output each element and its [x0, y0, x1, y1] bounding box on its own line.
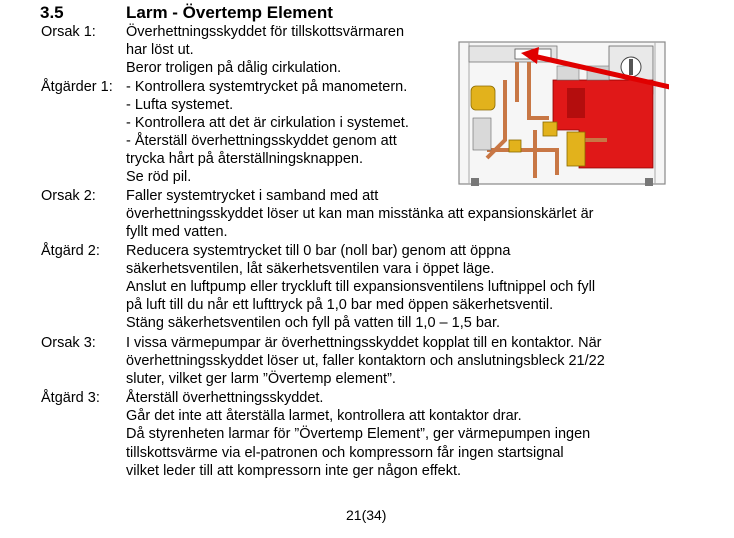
cause-1-line: Överhettningsskyddet för tillskottsvärmaren: [126, 24, 405, 40]
cause-3-label: Orsak 3:: [41, 335, 96, 351]
cause-1-line: har löst ut.: [126, 42, 194, 58]
action-3-line: tillskottsvärme via el-patronen och kompressorn får ingen startsignal: [126, 445, 564, 461]
action-2-line: på luft till du når ett lufttryck på 1,0 bar med öppen säkerhetsventil.: [126, 297, 554, 313]
section-title: Larm - Övertemp Element: [126, 3, 333, 22]
action-3-line: vilket leder till att kompressorn inte ger någon effekt.: [126, 463, 462, 479]
cause-2-line: fyllt med vatten.: [126, 224, 228, 240]
cause-2-line: överhettningsskyddet löser ut kan man misstänka att expansionskärlet är: [126, 206, 594, 222]
action-1-line: - Kontrollera systemtrycket på manometern.: [126, 79, 408, 95]
section-number: 3.5: [40, 3, 64, 22]
action-1-line: Se röd pil.: [126, 169, 192, 185]
cause-2-label: Orsak 2:: [41, 188, 96, 204]
action-1-line: - Kontrollera att det är cirkulation i systemet.: [126, 115, 409, 131]
action-2-label: Åtgärd 2:: [41, 243, 100, 259]
action-1-line: trycka hårt på återställningsknappen.: [126, 151, 363, 167]
action-2-line: Anslut en luftpump eller tryckluft till expansionsventilens luftnippel och fyll: [126, 279, 596, 295]
action-3-label: Åtgärd 3:: [41, 390, 100, 406]
action-1-label: Åtgärder 1:: [41, 79, 113, 95]
cause-1-label: Orsak 1:: [41, 24, 96, 40]
cause-3-line: överhettningsskyddet löser ut, faller kontaktorn och anslutningsbleck 21/22: [126, 353, 605, 369]
action-2-line: säkerhetsventilen, låt säkerhetsventilen vara i öppet läge.: [126, 261, 495, 277]
cause-2-line: Faller systemtrycket i samband med att: [126, 188, 379, 204]
action-3-line: Återställ överhettningsskyddet.: [126, 390, 324, 406]
action-2-line: Stäng säkerhetsventilen och fyll på vatten till 1,0 – 1,5 bar.: [126, 315, 501, 331]
cause-3-line: I vissa värmepumpar är överhettningsskyddet kopplat till en kontaktor. När: [126, 335, 602, 351]
cause-3-line: sluter, vilket ger larm ”Övertemp element”.: [126, 371, 396, 387]
action-3-line: Går det inte att återställa larmet, kontrollera att kontaktor drar.: [126, 408, 522, 424]
action-1-line: - Återställ överhettningsskyddet genom att: [126, 133, 397, 149]
page-number: 21(34): [346, 507, 387, 523]
heat-pump-illustration: [457, 40, 669, 192]
cause-1-line: Beror troligen på dålig cirkulation.: [126, 60, 342, 76]
action-1-line: - Lufta systemet.: [126, 97, 234, 113]
action-2-line: Reducera systemtrycket till 0 bar (noll bar) genom att öppna: [126, 243, 511, 259]
action-3-line: Då styrenheten larmar för ”Övertemp Element”, ger värmepumpen ingen: [126, 426, 591, 442]
